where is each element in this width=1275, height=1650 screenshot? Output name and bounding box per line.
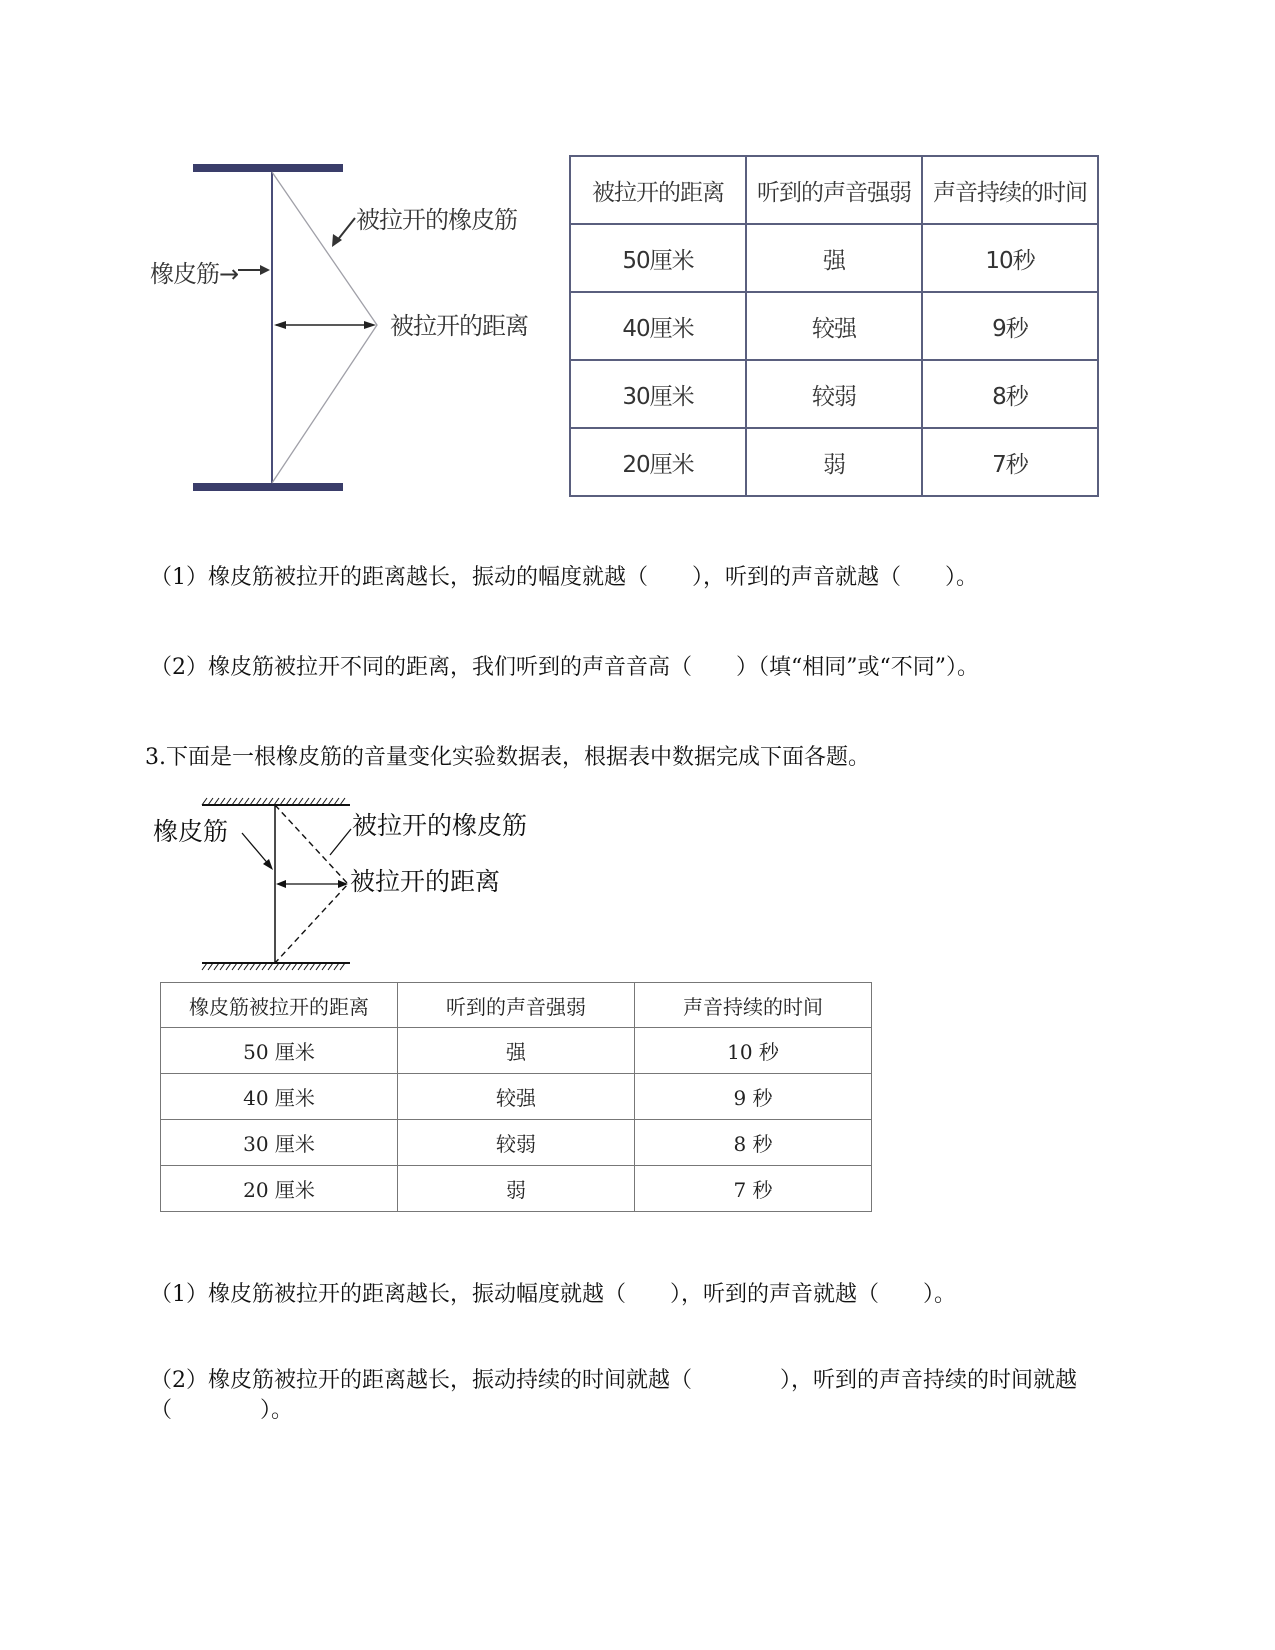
stretched-pointer (330, 829, 351, 855)
cell-distance: 20厘米 (570, 428, 746, 496)
cell-loudness: 弱 (398, 1166, 635, 1212)
cell-distance: 50厘米 (570, 224, 746, 292)
cell-loudness: 较强 (746, 292, 922, 360)
header-duration: 声音持续的时间 (922, 156, 1098, 224)
cell-duration: 7秒 (922, 428, 1098, 496)
distance-label: 被拉开的距离 (390, 312, 528, 340)
top-hatching (202, 798, 345, 805)
cell-duration: 8 秒 (635, 1120, 872, 1166)
table-row (570, 224, 1098, 292)
stretched-band-label: 被拉开的橡皮筋 (356, 206, 517, 234)
distance-label: 被拉开的距离 (350, 867, 501, 896)
question-3-title: 3.下面是一根橡皮筋的音量变化实验数据表，根据表中数据完成下面各题。 (145, 745, 870, 770)
bottom-bar (193, 483, 343, 491)
stretched-band-label: 被拉开的橡皮筋 (352, 811, 528, 840)
header-loudness: 听到的声音强弱 (746, 156, 922, 224)
arrowhead-left (274, 321, 286, 329)
data-table-2 (160, 982, 872, 1212)
cell-duration: 9秒 (922, 292, 1098, 360)
cell-loudness: 较弱 (398, 1120, 635, 1166)
band-label: 橡皮筋 (153, 817, 229, 846)
bottom-hatching (202, 963, 345, 970)
cell-duration: 7 秒 (635, 1166, 872, 1212)
cell-duration: 9 秒 (635, 1074, 872, 1120)
cell-loudness: 较强 (398, 1074, 635, 1120)
cell-distance: 40 厘米 (161, 1074, 398, 1120)
header-loudness: 听到的声音强弱 (398, 983, 635, 1028)
table-row (570, 428, 1098, 496)
cell-distance: 30厘米 (570, 360, 746, 428)
cell-loudness: 强 (398, 1028, 635, 1074)
rubber-band-diagram-1 (140, 150, 380, 500)
band-pointer-head (263, 859, 273, 870)
arrowhead-right (338, 880, 348, 888)
cell-distance: 20 厘米 (161, 1166, 398, 1212)
header-distance: 橡皮筋被拉开的距离 (161, 983, 398, 1028)
question-3-2: （2）橡皮筋被拉开的距离越长，振动持续的时间就越（ ），听到的声音持续的时间就越（ ）。 (150, 1368, 1078, 1423)
band-pointer (242, 833, 270, 866)
table-row (570, 292, 1098, 360)
question-1-1: （1）橡皮筋被拉开的距离越长，振动的幅度就越（ ），听到的声音就越（ ）。 (150, 565, 978, 590)
band-pointer-head (260, 265, 270, 275)
cell-distance: 30 厘米 (161, 1120, 398, 1166)
table-header-row (570, 156, 1098, 224)
band-label: 橡皮筋→ (150, 260, 239, 288)
cell-duration: 10秒 (922, 224, 1098, 292)
cell-distance: 50 厘米 (161, 1028, 398, 1074)
data-table-1 (569, 155, 1099, 497)
top-bar (193, 164, 343, 172)
question-3-1: （1）橡皮筋被拉开的距离越长，振动幅度就越（ ），听到的声音就越（ ）。 (150, 1282, 956, 1307)
table-row (161, 1074, 872, 1120)
table-row (161, 1120, 872, 1166)
cell-loudness: 弱 (746, 428, 922, 496)
arrowhead-right (364, 321, 376, 329)
table-row (161, 1028, 872, 1074)
cell-duration: 8秒 (922, 360, 1098, 428)
table-row (161, 1166, 872, 1212)
header-duration: 声音持续的时间 (635, 983, 872, 1028)
question-1-2: （2）橡皮筋被拉开不同的距离，我们听到的声音音高（ ）（填“相同”或“不同”）。 (150, 655, 979, 680)
cell-loudness: 较弱 (746, 360, 922, 428)
arrowhead-left (276, 880, 286, 888)
cell-distance: 40厘米 (570, 292, 746, 360)
cell-loudness: 强 (746, 224, 922, 292)
table-header-row (161, 983, 872, 1028)
cell-duration: 10 秒 (635, 1028, 872, 1074)
header-distance: 被拉开的距离 (570, 156, 746, 224)
table-row (570, 360, 1098, 428)
